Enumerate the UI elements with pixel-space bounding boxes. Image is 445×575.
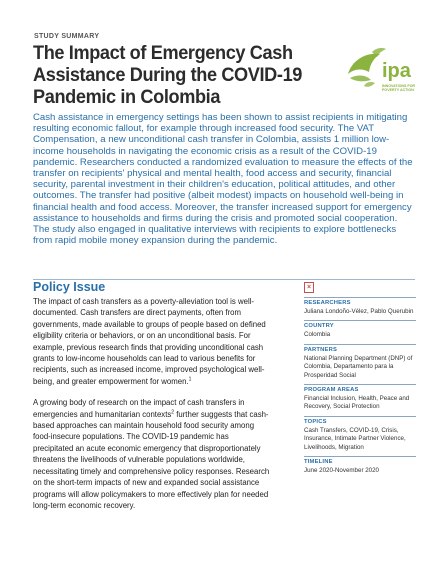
page-title: The Impact of Emergency Cash Assistance During the COVID-19 Pandemic in Colombia bbox=[33, 42, 303, 108]
study-sidebar bbox=[304, 282, 416, 479]
section-heading: TOPICS bbox=[304, 418, 327, 425]
logo-tagline: INNOVATIONS FOR POVERTY ACTION bbox=[382, 84, 416, 93]
policy-issue-body bbox=[33, 296, 271, 521]
policy-paragraph-2: A growing body of research on the impact of cash transfers in emergencies and humanitarian contexts$^2$ further suggests that cash-based approaches can maintain household food security among food-insecure populations. The COVID-19 pandemic has precipitated an acute economic emergency that disproportionately threatens the livelihoods of vulnerable populations worldwide, necessitating timely and comprehensive policy responses. Research on the short-term impacts of new and expanded social assistance programs will allow policymakers to more effectively plan for needed long-term economic recovery. bbox=[33, 398, 270, 510]
kicker: STUDY SUMMARY bbox=[34, 33, 100, 40]
pdf-icon[interactable]: × bbox=[304, 282, 314, 293]
timeline-section bbox=[304, 456, 416, 475]
policy-paragraph-1: The impact of cash transfers as a poverty-alleviation tool is well-documented. Cash transfers are direct payments, often from governments, made available to groups of people based on defined eligibility criteria or behaviors, or on an unconditional basis. For example, previous research finds that providing unconditional cash grants to low-income households can lead to various benefits for recipients, such as increased income, improved psychological well-being, and greater empowerment for women.$^1$ bbox=[33, 297, 266, 386]
program-areas-section bbox=[304, 384, 416, 412]
policy-issue-heading: Policy Issue bbox=[33, 280, 106, 294]
section-heading: RESEARCHERS bbox=[304, 300, 351, 306]
section-heading: TIMELINE bbox=[304, 459, 333, 466]
section-heading: PARTNERS bbox=[304, 346, 338, 353]
summary-text: Cash assistance in emergency settings has been shown to assist recipients in mitigating resulting economic fallout, for example through increased food security. The VAT Compensation, a new unconditional cash transfer in Colombia, assists 1 million low-income households in navigating the economic crisis as a result of the COVID-19 pandemic. Researchers conducted a randomized evaluation to measure the effects of the transfer on recipients' physical and mental health, food access and security, financial security, parental investment in their children's education, political attitudes, and other outcomes. The transfer had positive (albeit modest) impacts on household well-being in financial health and food access. Moreover, the transfer increased support for emergency assistance to households and firms during the crisis and promoted social cooperation. The study also engaged in qualitative interviews with recipients to explore bottlenecks from rapid mobile money expansion during the pandemic. bbox=[33, 112, 413, 247]
section-heading: COUNTRY bbox=[304, 323, 334, 330]
section-heading: PROGRAM AREAS bbox=[304, 387, 359, 394]
partners-section bbox=[304, 344, 416, 380]
footnote-ref[interactable]: 2 bbox=[171, 409, 175, 416]
section-value: National Planning Department (DNP) of Colombia, Departamento para la Prosperidad Social bbox=[304, 354, 413, 379]
section-value: Financial Inclusion, Health, Peace and Recovery, Social Protection bbox=[304, 395, 410, 411]
researchers-section bbox=[304, 297, 416, 316]
section-value: Cash Transfers, COVID-19, Crisis, Insurance, Intimate Partner Violence, Livelihoods, Migration bbox=[304, 426, 406, 451]
footnote-ref[interactable]: 1 bbox=[188, 376, 192, 383]
logo-wordmark: ipa bbox=[382, 60, 411, 82]
section-value: Juliana Londoño-Vélez, Pablo Querubin bbox=[304, 308, 414, 315]
section-value: Colombia bbox=[304, 331, 331, 339]
country-section bbox=[304, 320, 416, 339]
section-value: June 2020-November 2020 bbox=[304, 467, 379, 475]
topics-section bbox=[304, 416, 416, 452]
